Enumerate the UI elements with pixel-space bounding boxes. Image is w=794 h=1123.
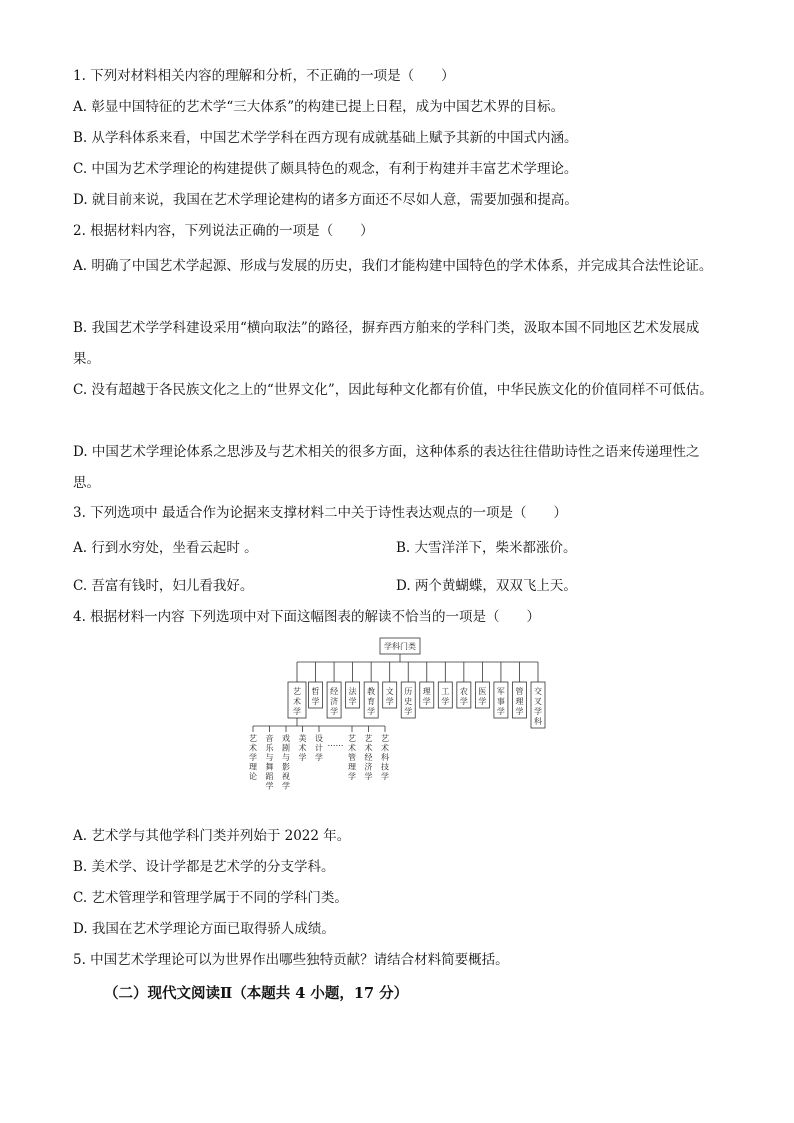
q4-option-b: B. 美术学、设计学都是艺术学的分支学科。 bbox=[73, 859, 335, 875]
q1-option-c: C. 中国为艺术学理论的构建提供了颇具特色的观念，有利于构建并丰富艺术学理论。 bbox=[73, 161, 578, 177]
diagram-subject-label: 戏剧与影视学 bbox=[282, 734, 290, 791]
diagram-root-label: 学科门类 bbox=[384, 642, 416, 651]
q1-option-a: A. 彰显中国特征的艺术学“三大体系”的构建已提上日程，成为中国艺术界的目标。 bbox=[73, 99, 565, 115]
q4-stem: 4. 根据材料一内容 下列选项中对下面这幅图表的解读不恰当的一项是（ ） bbox=[73, 609, 540, 625]
q2-stem: 2. 根据材料内容，下列说法正确的一项是（ ） bbox=[73, 223, 374, 239]
diagram-category-label: 历史学 bbox=[404, 687, 413, 716]
q4-option-d: D. 我国在艺术学理论方面已取得骄人成绩。 bbox=[73, 921, 335, 937]
diagram-subject-label: 音乐与舞蹈学 bbox=[265, 734, 274, 791]
diagram-category-label: 军事学 bbox=[496, 687, 505, 716]
q1-option-d: D. 就目前来说，我国在艺术学理论建构的诸多方面还不尽如人意，需要加强和提高。 bbox=[73, 192, 578, 208]
discipline-tree-diagram bbox=[245, 636, 555, 811]
diagram-category-label: 管理学 bbox=[515, 687, 524, 716]
q5-stem: 5. 中国艺术学理论可以为世界作出哪些独特贡献？请结合材料简要概括。 bbox=[73, 952, 509, 968]
q3-option-d: D. 两个黄蝴蝶，双双飞上天。 bbox=[396, 578, 577, 594]
q4-option-c: C. 艺术管理学和管理学属于不同的学科门类。 bbox=[73, 890, 348, 906]
diagram-category-label: 哲学 bbox=[311, 687, 320, 706]
q4-option-a: A. 艺术学与其他学科门类并列始于 2022 年。 bbox=[73, 828, 351, 844]
diagram-nodes bbox=[249, 638, 545, 791]
diagram-category-label: 农学 bbox=[459, 687, 468, 706]
diagram-category-label: 经济学 bbox=[330, 687, 339, 716]
diagram-subject-label: 美术学 bbox=[298, 734, 307, 762]
diagram-category-label: 工学 bbox=[441, 687, 450, 706]
diagram-subject-label: 艺术管理学 bbox=[348, 734, 356, 781]
diagram-category-label: 法学 bbox=[348, 687, 357, 706]
diagram-ellipsis: …… bbox=[327, 739, 344, 748]
diagram-category-label: 艺术学 bbox=[293, 687, 301, 716]
q2-option-a: A. 明确了中国艺术学起源、形成与发展的历史，我们才能构建中国特色的学术体系，并完成其合法性论证。 bbox=[73, 258, 713, 274]
q3-option-c: C. 吾富有钱时，妇儿看我好。 bbox=[73, 578, 254, 594]
q3-stem: 3. 下列选项中 最适合作为论据来支撑材料二中关于诗性表达观点的一项是（ ） bbox=[73, 505, 567, 521]
q2-option-b: B. 我国艺术学学科建设采用“横向取法”的路径，摒弃西方舶来的学科门类，汲取本国不同地区艺术发展成果。 bbox=[73, 320, 700, 367]
diagram-category-label: 教育学 bbox=[367, 687, 376, 716]
diagram-subject-label: 艺术经济学 bbox=[364, 734, 373, 781]
q2-option-d: D. 中国艺术学理论体系之思涉及与艺术相关的很多方面，这种体系的表达往往借助诗性之语来传递理性之思。 bbox=[73, 444, 700, 491]
diagram-category-label: 文学 bbox=[385, 687, 394, 706]
diagram-subject-label: 设计学 bbox=[315, 734, 323, 762]
q2-option-c: C. 没有超越于各民族文化之上的“世界文化”，因此每种文化都有价值，中华民族文化的价值同样不可低估。 bbox=[73, 382, 713, 398]
diagram-category-label: 医学 bbox=[478, 687, 487, 706]
diagram-subject-label: 艺术科技学 bbox=[381, 734, 389, 781]
diagram-subject-label: 艺术学理论 bbox=[249, 734, 257, 781]
q1-option-b: B. 从学科体系来看，中国艺术学学科在西方现有成就基础上赋予其新的中国式内涵。 bbox=[73, 130, 578, 146]
section-title: （二）现代文阅读Ⅱ（本题共 4 小题，17 分） bbox=[104, 985, 409, 1002]
q1-stem: 1. 下列对材料相关内容的理解和分析，不正确的一项是（ ） bbox=[73, 68, 455, 84]
q3-option-b: B. 大雪洋洋下，柴米都涨价。 bbox=[396, 540, 577, 556]
diagram-category-label: 理学 bbox=[422, 687, 431, 706]
diagram-category-label: 交叉学科 bbox=[534, 687, 542, 726]
q3-option-a: A. 行到水穷处，坐看云起时 。 bbox=[73, 540, 258, 556]
